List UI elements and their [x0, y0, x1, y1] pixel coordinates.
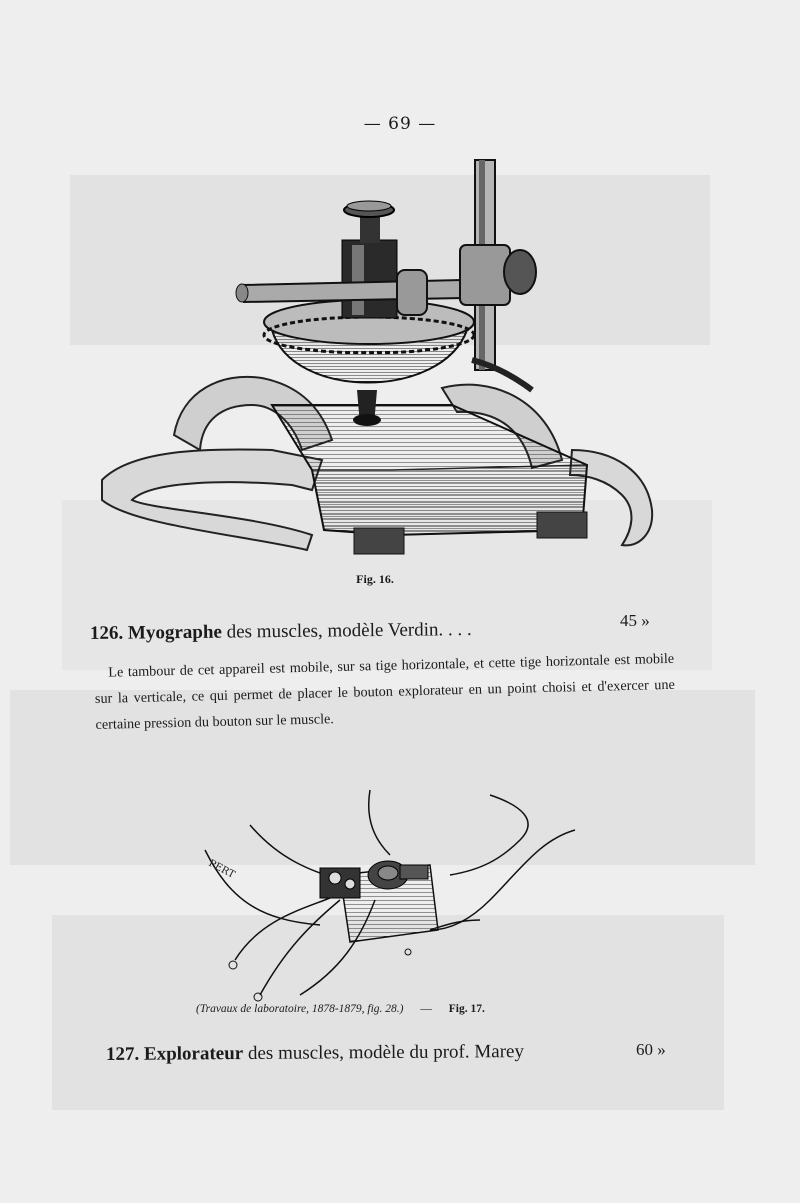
myograph-illustration [92, 150, 672, 560]
item-127-number: 127. [105, 1043, 140, 1065]
caption-dash: — [420, 1003, 432, 1015]
item-126-paragraph: Le tambour de cet appareil est mobile, sur sa tige horizontale, et cette tige horizontale est mobile sur la verticale, ce qui permet de placer le bouton explorateur en un point choisi et d'exercer une certaine pression du bouton sur le muscle. [94, 650, 675, 733]
item-127-price: 60 » [636, 1040, 666, 1059]
figure-17-label: Fig. 17. [448, 1003, 485, 1015]
item-127-name: Explorateur [143, 1043, 244, 1065]
figure-17-source: (Travaux de laboratoire, 1878-1879, fig. 28.) [196, 1003, 404, 1015]
figure-17-caption [196, 1003, 485, 1015]
figure-16-caption: Fig. 16. [356, 572, 394, 586]
item-126-number: 126. [89, 622, 124, 644]
item-126-name: Myographe [127, 621, 223, 644]
item-126-price: 45 » [620, 611, 650, 630]
maker-tag: PERT [206, 857, 237, 881]
item-127-heading [106, 1041, 524, 1066]
item-127-description: des muscles, modèle du prof. Marey [247, 1041, 524, 1065]
item-126-heading [90, 619, 472, 645]
explorer-illustration [190, 780, 590, 1005]
page-number: — 69 — [363, 114, 437, 134]
item-126-description: des muscles, modèle Verdin. . . . [226, 619, 472, 643]
